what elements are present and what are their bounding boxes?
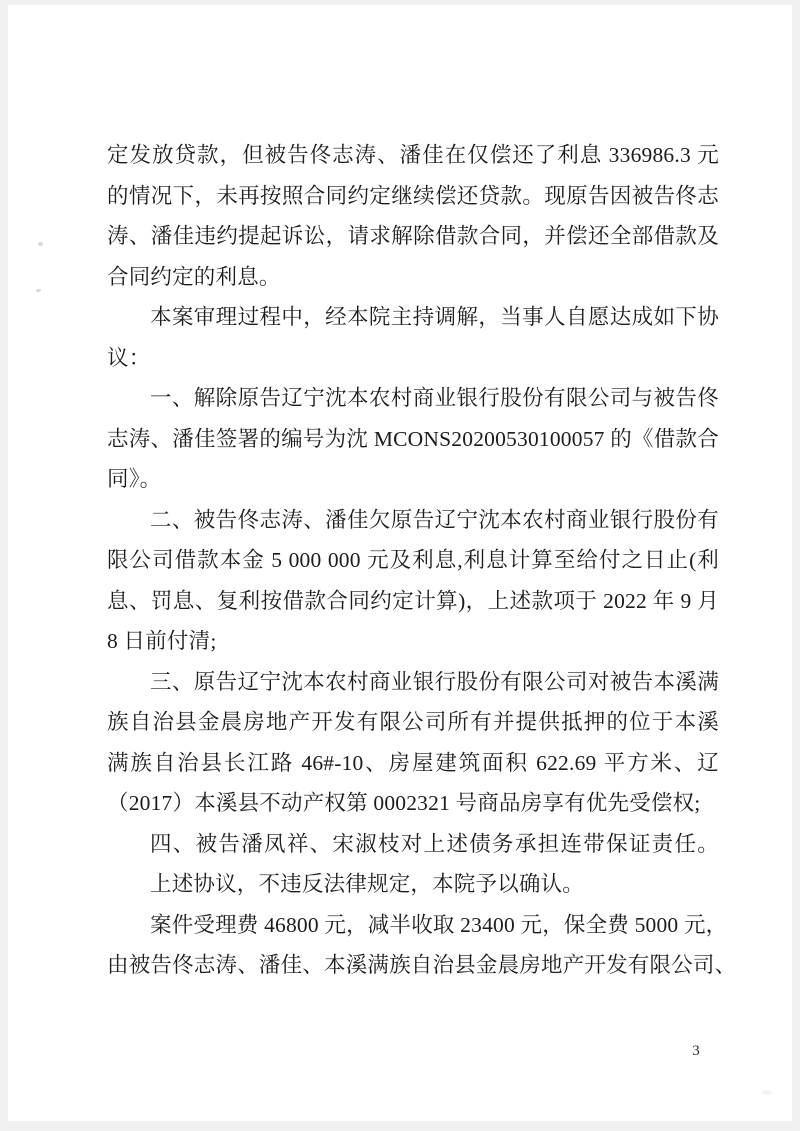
text-line: 限公司借款本金 5 000 000 元及利息,利息计算至给付之日止(利 bbox=[107, 548, 719, 572]
text-line: 三、原告辽宁沈本农村商业银行股份有限公司对被告本溪满 bbox=[150, 669, 719, 694]
page-number: 3 bbox=[692, 1043, 700, 1059]
text-line: 同》。 bbox=[107, 467, 162, 491]
scan-artifact bbox=[36, 288, 42, 292]
text-line: （2017）本溪县不动产权第 0002321 号商品房享有优先受偿权; bbox=[107, 791, 701, 815]
document-page bbox=[8, 5, 792, 1121]
scan-artifact bbox=[37, 241, 43, 246]
document-body bbox=[107, 135, 737, 986]
text-line: 的情况下，未再按照合同约定继续偿还贷款。现原告因被告佟志 bbox=[107, 183, 719, 208]
text-line: 涛、潘佳违约提起诉讼，请求解除借款合同，并偿还全部借款及 bbox=[107, 224, 719, 248]
text-line: 议： bbox=[107, 345, 151, 370]
scan-artifact bbox=[762, 1090, 772, 1095]
text-line: 本案审理过程中，经本院主持调解，当事人自愿达成如下协 bbox=[150, 305, 719, 329]
text-line: 由被告佟志涛、潘佳、本溪满族自治县金晨房地产开发有限公司、 bbox=[107, 953, 737, 977]
text-line: 族自治县金晨房地产开发有限公司所有并提供抵押的位于本溪 bbox=[107, 710, 719, 734]
text-line: 案件受理费 46800 元，减半收取 23400 元，保全费 5000 元， bbox=[150, 912, 728, 937]
text-line: 息、罚息、复利按借款合同约定计算)，上述款项于 2022 年 9 月 bbox=[107, 588, 719, 613]
text-line: 四、被告潘凤祥、宋淑枝对上述债务承担连带保证责任。 bbox=[150, 831, 719, 856]
text-line: 合同约定的利息。 bbox=[107, 264, 281, 289]
text-line: 8 日前付清; bbox=[107, 629, 217, 653]
text-line: 二、被告佟志涛、潘佳欠原告辽宁沈本农村商业银行股份有 bbox=[150, 507, 719, 532]
text-line: 志涛、潘佳签署的编号为沈 MCONS20200530100057 的《借款合 bbox=[107, 426, 719, 451]
text-line: 满族自治县长江路 46#-10、房屋建筑面积 622.69 平方米、辽 bbox=[107, 750, 719, 775]
text-line: 一、解除原告辽宁沈本农村商业银行股份有限公司与被告佟 bbox=[150, 386, 719, 410]
text-line: 定发放贷款，但被告佟志涛、潘佳在仅偿还了利息 336986.3 元 bbox=[107, 143, 719, 167]
text-line: 上述协议，不违反法律规定，本院予以确认。 bbox=[150, 872, 585, 896]
